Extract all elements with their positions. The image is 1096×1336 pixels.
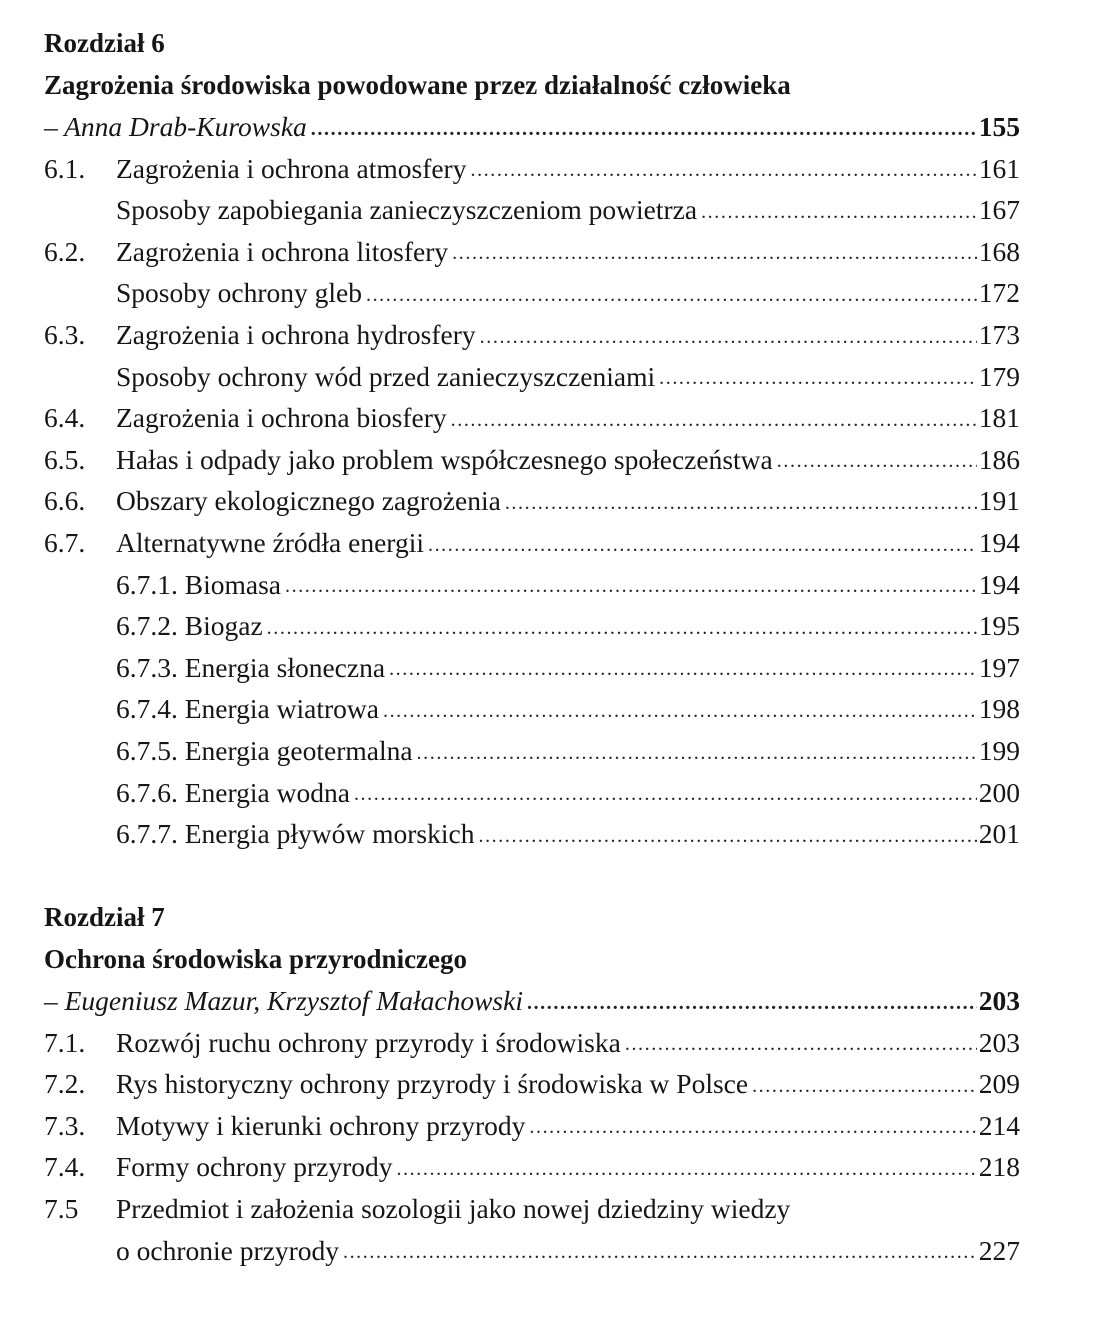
toc-entry	[44, 1022, 1020, 1064]
page-number: 155	[978, 111, 1020, 142]
toc-entry	[44, 688, 1020, 730]
toc-entry	[44, 1230, 1020, 1272]
dot-leader	[752, 1063, 977, 1105]
section-title: 6.7.5. Energia geotermalna	[116, 734, 413, 766]
dot-leader	[478, 813, 976, 855]
dot-leader	[451, 397, 977, 439]
page-number: 209	[978, 1068, 1020, 1100]
section-number: 7.3.	[44, 1109, 86, 1141]
page-number: 214	[978, 1109, 1020, 1141]
page-number: 161	[978, 152, 1020, 184]
toc-entry	[44, 647, 1020, 689]
section-number: 6.7.	[44, 526, 86, 558]
dot-leader	[777, 439, 977, 481]
section-title: Przedmiot i założenia sozologii jako nowej dziedziny wiedzy	[116, 1192, 791, 1224]
chapter-title: Zagrożenia środowiska powodowane przez działalność człowieka	[44, 70, 791, 100]
page-number: 181	[978, 402, 1020, 434]
page-number: 218	[978, 1151, 1020, 1183]
page-number: 200	[978, 776, 1020, 808]
dot-leader	[366, 272, 977, 314]
section-number: 7.4.	[44, 1151, 86, 1183]
dot-leader	[527, 980, 977, 1022]
section-title: Motywy i kierunki ochrony przyrody	[116, 1109, 526, 1141]
chapter-author-line	[44, 980, 1020, 1022]
toc-entry	[44, 730, 1020, 772]
page-number: 194	[978, 526, 1020, 558]
toc-entry	[44, 1105, 1020, 1147]
dot-leader	[267, 605, 977, 647]
dot-leader	[417, 730, 977, 772]
section-number: 6.3.	[44, 318, 86, 350]
section-number: 6.1.	[44, 152, 86, 184]
toc-entry	[44, 356, 1020, 398]
dot-leader	[311, 106, 977, 148]
page-number: 197	[978, 651, 1020, 683]
toc-entry	[44, 605, 1020, 647]
section-number: 7.2.	[44, 1068, 86, 1100]
page-number: 227	[978, 1234, 1020, 1266]
section-title: Rys historyczny ochrony przyrody i środowiska w Polsce	[116, 1068, 749, 1100]
toc-entry	[44, 564, 1020, 606]
page-number: 203	[978, 1026, 1020, 1058]
section-title: 6.7.2. Biogaz	[116, 610, 263, 642]
section-title: 6.7.1. Biomasa	[116, 568, 281, 600]
toc-entry	[44, 148, 1020, 190]
section-title: Alternatywne źródła energii	[116, 526, 424, 558]
toc-entry	[44, 522, 1020, 564]
dot-leader	[343, 1230, 977, 1272]
page-number: 201	[978, 818, 1020, 850]
dot-leader	[480, 314, 977, 356]
page-number: 195	[978, 610, 1020, 642]
chapter-label: Rozdział 6	[44, 28, 165, 58]
chapter-author: – Eugeniusz Mazur, Krzysztof Małachowski	[44, 985, 523, 1016]
section-title: Hałas i odpady jako problem współczesnego społeczeństwa	[116, 443, 773, 475]
dot-leader	[285, 564, 977, 606]
section-title: Sposoby zapobiegania zanieczyszczeniom powietrza	[116, 194, 698, 226]
page-number: 168	[978, 235, 1020, 267]
section-number: 7.5	[44, 1192, 79, 1224]
section-title: 6.7.7. Energia pływów morskich	[116, 818, 475, 850]
section-number: 6.5.	[44, 443, 86, 475]
chapter-title: Ochrona środowiska przyrodniczego	[44, 944, 468, 974]
section-number: 7.1.	[44, 1026, 86, 1058]
section-title: Sposoby ochrony wód przed zanieczyszczeniami	[116, 360, 656, 392]
chapter-author-line	[44, 106, 1020, 148]
page-number: 186	[978, 443, 1020, 475]
dot-leader	[701, 189, 977, 231]
toc-entry	[44, 397, 1020, 439]
page-number: 203	[978, 985, 1020, 1016]
section-title: Zagrożenia i ochrona atmosfery	[116, 152, 467, 184]
section-number: 6.6.	[44, 485, 86, 517]
dot-leader	[625, 1022, 977, 1064]
toc-entry	[44, 1063, 1020, 1105]
toc-entry	[44, 231, 1020, 273]
section-title: Zagrożenia i ochrona litosfery	[116, 235, 449, 267]
section-title: Zagrożenia i ochrona hydrosfery	[116, 318, 476, 350]
section-title: 6.7.4. Energia wiatrowa	[116, 693, 379, 725]
dot-leader	[529, 1105, 976, 1147]
toc-entry	[44, 1146, 1020, 1188]
chapter-author: – Anna Drab-Kurowska	[44, 111, 307, 142]
section-title: Obszary ekologicznego zagrożenia	[116, 485, 501, 517]
toc-entry	[44, 480, 1020, 522]
section-title: Rozwój ruchu ochrony przyrody i środowiska	[116, 1026, 621, 1058]
section-title: Formy ochrony przyrody	[116, 1151, 393, 1183]
section-title: Zagrożenia i ochrona biosfery	[116, 402, 447, 434]
dot-leader	[383, 688, 977, 730]
section-title: o ochronie przyrody	[116, 1234, 339, 1266]
chapter-6-section	[44, 22, 1020, 855]
page-number: 198	[978, 693, 1020, 725]
page-number: 172	[978, 277, 1020, 309]
dot-leader	[396, 1146, 976, 1188]
dot-leader	[659, 356, 977, 398]
section-title: Sposoby ochrony gleb	[116, 277, 362, 309]
section-number: 6.4.	[44, 402, 86, 434]
page-number: 199	[978, 734, 1020, 766]
toc-entry	[44, 813, 1020, 855]
section-title: 6.7.6. Energia wodna	[116, 776, 350, 808]
dot-leader	[389, 647, 977, 689]
dot-leader	[505, 480, 977, 522]
toc-entry	[44, 272, 1020, 314]
toc-entry	[44, 772, 1020, 814]
section-number: 6.2.	[44, 235, 86, 267]
page-number: 191	[978, 485, 1020, 517]
chapter-7-section	[44, 896, 1020, 1271]
toc-entry	[44, 314, 1020, 356]
chapter-label: Rozdział 7	[44, 902, 165, 932]
page-number: 167	[978, 194, 1020, 226]
page-number: 194	[978, 568, 1020, 600]
section-title: 6.7.3. Energia słoneczna	[116, 651, 386, 683]
toc-entry	[44, 189, 1020, 231]
page-number: 173	[978, 318, 1020, 350]
dot-leader	[354, 772, 977, 814]
page-number: 179	[978, 360, 1020, 392]
dot-leader	[470, 148, 976, 190]
dot-leader	[452, 231, 977, 273]
toc-entry-first-line	[44, 1188, 1020, 1230]
dot-leader	[428, 522, 977, 564]
toc-entry	[44, 439, 1020, 481]
